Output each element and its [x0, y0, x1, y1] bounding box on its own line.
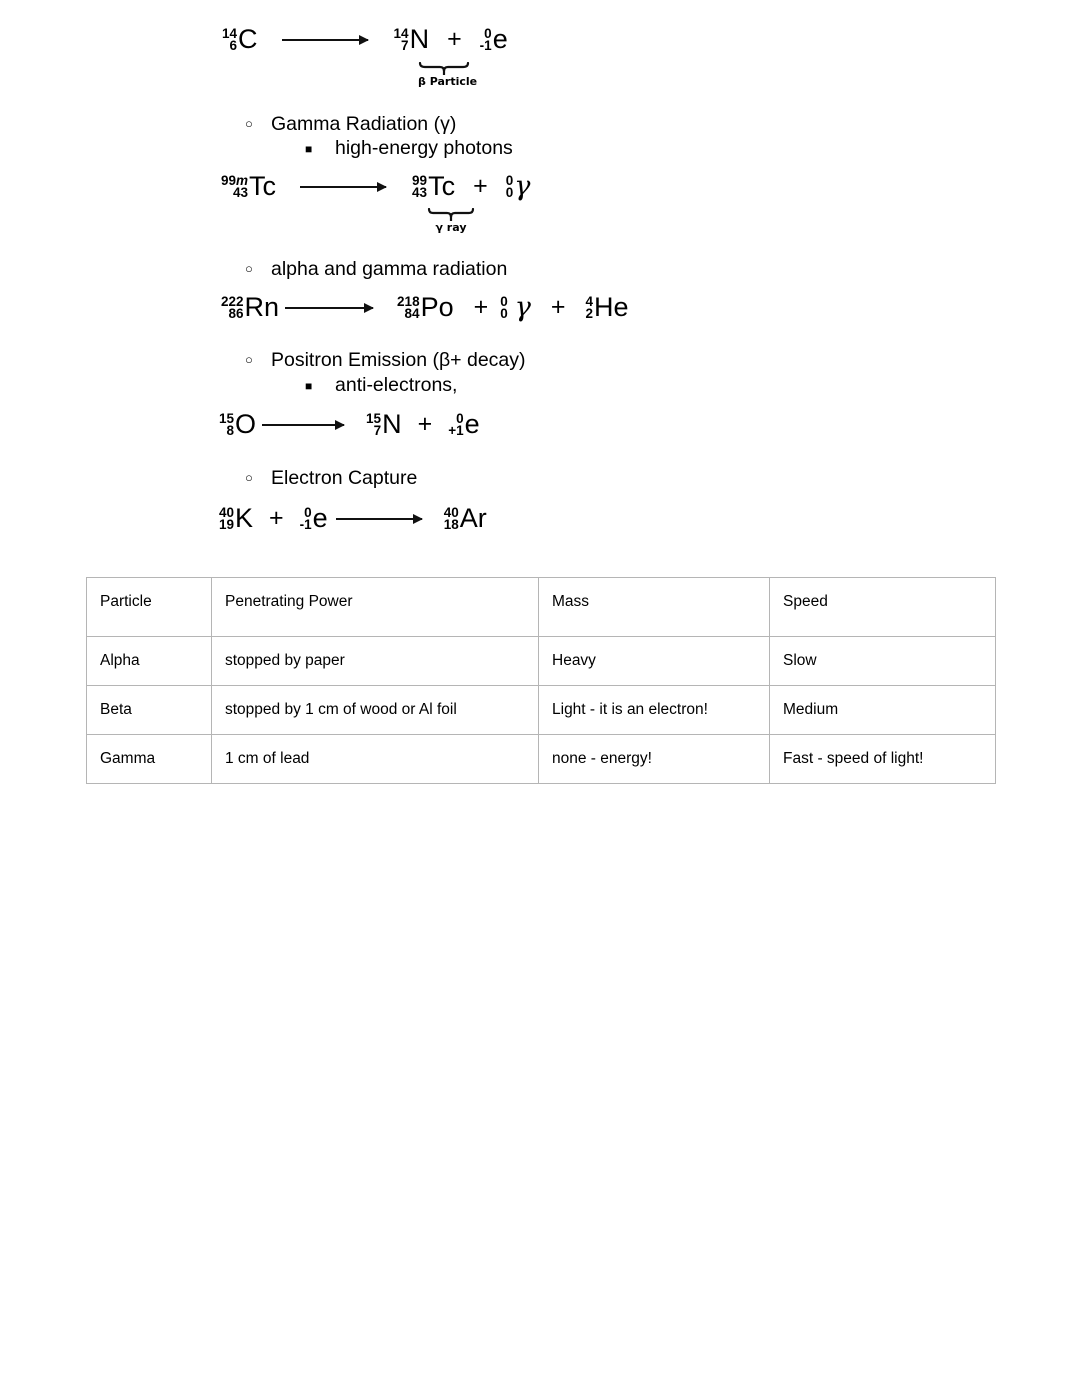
nuclide-indices [448, 410, 464, 438]
outline-item-label: Positron Emission (β+ decay) [271, 349, 526, 371]
reaction-arrow-icon [336, 518, 422, 520]
nuclide-indices [219, 410, 235, 438]
bullet-circle-icon: ○ [245, 116, 253, 131]
outline-item-label: alpha and gamma radiation [271, 258, 508, 280]
annotation-label: γ ray [435, 221, 467, 234]
element-symbol: N [382, 409, 402, 439]
atomic-number: 18 [443, 516, 459, 532]
table-cell-speed: Slow [770, 637, 996, 686]
nuclide-product-2 [506, 173, 531, 200]
mass-number: 99m [221, 172, 249, 188]
bullet-square-icon: ■ [305, 379, 313, 393]
mass-number: 218 [397, 293, 420, 309]
atomic-number: -1 [299, 516, 312, 532]
mass-number: 222 [221, 293, 244, 309]
table-cell-penetrating-power: stopped by 1 cm of wood or Al foil [212, 686, 539, 735]
bullet-square-icon: ■ [305, 142, 313, 156]
equation-electron-capture [219, 505, 487, 532]
table-cell-mass: Heavy [539, 637, 770, 686]
plus-operator: + [417, 410, 433, 438]
nuclide-indices [366, 410, 382, 438]
nuclide-indices [299, 504, 312, 532]
element-symbol: Ar [459, 503, 487, 533]
outline-item-anti-electrons [305, 373, 457, 399]
mass-number: 0 [484, 25, 492, 41]
table-header-cell: Particle [87, 578, 212, 637]
atomic-number: +1 [448, 422, 464, 438]
nuclide-parent [222, 26, 258, 53]
mass-number: 0 [304, 504, 312, 520]
table-header-row [87, 578, 996, 637]
mass-number: 0 [500, 293, 508, 309]
underbrace-icon [418, 62, 470, 74]
table-row [87, 686, 996, 735]
mass-number: 15 [219, 410, 235, 426]
table-row [87, 637, 996, 686]
equation-beta-decay [222, 26, 508, 53]
mass-number: 14 [393, 25, 409, 41]
mass-number: 14 [222, 25, 238, 41]
nuclide-indices [479, 25, 492, 53]
atomic-number: 84 [404, 305, 420, 321]
mass-number: 15 [366, 410, 382, 426]
plus-operator: + [550, 293, 566, 321]
nuclide-product-2 [480, 26, 508, 53]
equation-alpha-gamma-decay [221, 294, 629, 321]
nuclide-reactant-1 [219, 505, 253, 532]
atomic-number: 0 [505, 184, 514, 200]
element-symbol: C [238, 24, 258, 54]
reaction-arrow-icon [282, 39, 368, 41]
element-symbol: K [235, 503, 254, 533]
annotation-gamma-ray [427, 208, 475, 234]
nuclide-indices [221, 172, 249, 200]
element-symbol: Po [420, 292, 454, 322]
mass-number: 40 [443, 504, 459, 520]
nuclide-indices [500, 293, 508, 321]
outline-item-label: high-energy photons [335, 137, 513, 159]
element-symbol: N [409, 24, 430, 54]
outline-item-label: anti-electrons, [335, 374, 458, 396]
outline-item-alpha-and-gamma-radiation [245, 257, 507, 281]
nuclide-indices [222, 25, 238, 53]
table-cell-particle: Alpha [87, 637, 212, 686]
element-symbol: e [464, 409, 480, 439]
nuclide-parent [219, 411, 256, 438]
atomic-number: 0 [500, 305, 508, 321]
table-cell-speed: Medium [770, 686, 996, 735]
element-symbol: γ [514, 171, 531, 202]
element-symbol: e [312, 503, 328, 533]
atomic-number: 6 [229, 37, 238, 53]
atomic-number: 7 [401, 37, 409, 53]
element-symbol: e [492, 24, 508, 54]
table-cell-mass: none - energy! [539, 735, 770, 784]
nuclide-indices [505, 172, 514, 200]
table-cell-penetrating-power: 1 cm of lead [212, 735, 539, 784]
plus-operator: + [473, 293, 489, 321]
particle-properties-table [86, 577, 996, 784]
nuclide-parent [221, 294, 279, 321]
nuclide-product-1 [444, 505, 487, 532]
atomic-number: 19 [219, 516, 235, 532]
atomic-number: 2 [585, 305, 593, 321]
table-header-cell: Penetrating Power [212, 578, 539, 637]
atomic-number: 7 [373, 422, 382, 438]
table-cell-particle: Gamma [87, 735, 212, 784]
table-cell-penetrating-power: stopped by paper [212, 637, 539, 686]
outline-item-positron-emission [245, 348, 526, 372]
atomic-number: 43 [412, 184, 428, 200]
atomic-number: 86 [228, 305, 244, 321]
annotation-label: β Particle [418, 75, 478, 88]
element-symbol: Tc [428, 171, 456, 201]
bullet-circle-icon: ○ [245, 470, 253, 485]
nuclide-product-1 [412, 173, 455, 200]
table-cell-speed: Fast - speed of light! [770, 735, 996, 784]
nuclide-product-3 [585, 294, 628, 321]
table-cell-particle: Beta [87, 686, 212, 735]
nuclide-indices [219, 504, 235, 532]
nuclide-indices [221, 293, 244, 321]
element-symbol: Tc [249, 171, 277, 201]
reaction-arrow-icon [262, 424, 344, 426]
element-symbol: γ [514, 292, 531, 323]
nuclide-product-1 [366, 411, 402, 438]
nuclide-indices [412, 172, 428, 200]
plus-operator: + [269, 504, 284, 532]
mass-number: 0 [456, 410, 464, 426]
outline-item-high-energy-photons [305, 136, 513, 162]
table-header-cell: Mass [539, 578, 770, 637]
annotation-beta-particle [418, 62, 478, 88]
nuclide-reactant-2 [300, 505, 328, 532]
nuclide-indices [443, 504, 459, 532]
reaction-arrow-icon [285, 307, 373, 309]
mass-number: 40 [219, 504, 235, 520]
nuclide-indices [397, 293, 420, 321]
nuclide-parent [221, 173, 276, 200]
nuclide-product-1 [394, 26, 430, 53]
outline-item-gamma-radiation [245, 112, 456, 136]
table-row [87, 735, 996, 784]
element-symbol: Rn [244, 292, 280, 322]
element-symbol: He [594, 292, 629, 322]
nuclide-indices [393, 25, 409, 53]
bullet-circle-icon: ○ [245, 261, 253, 276]
nuclide-product-2 [448, 411, 479, 438]
atomic-number: 43 [233, 184, 249, 200]
table-cell-mass: Light - it is an electron! [539, 686, 770, 735]
mass-number: 0 [505, 172, 514, 188]
table-header-cell: Speed [770, 578, 996, 637]
plus-operator: + [473, 172, 488, 200]
reaction-arrow-icon [300, 186, 386, 188]
nuclide-indices [585, 293, 593, 321]
mass-number: 99 [412, 172, 428, 188]
outline-item-electron-capture [245, 466, 417, 490]
equation-positron-emission [219, 411, 480, 438]
plus-operator: + [447, 25, 462, 53]
outline-item-label: Gamma Radiation (γ) [271, 113, 457, 135]
atomic-number: 8 [226, 422, 235, 438]
equation-gamma-emission [221, 173, 530, 200]
nuclide-product-2 [500, 294, 531, 321]
element-symbol: O [235, 409, 257, 439]
underbrace-icon [427, 208, 475, 220]
nuclide-product-1 [397, 294, 454, 321]
bullet-circle-icon: ○ [245, 352, 253, 367]
outline-item-label: Electron Capture [271, 467, 418, 489]
atomic-number: -1 [479, 37, 492, 53]
mass-number: 4 [585, 293, 593, 309]
